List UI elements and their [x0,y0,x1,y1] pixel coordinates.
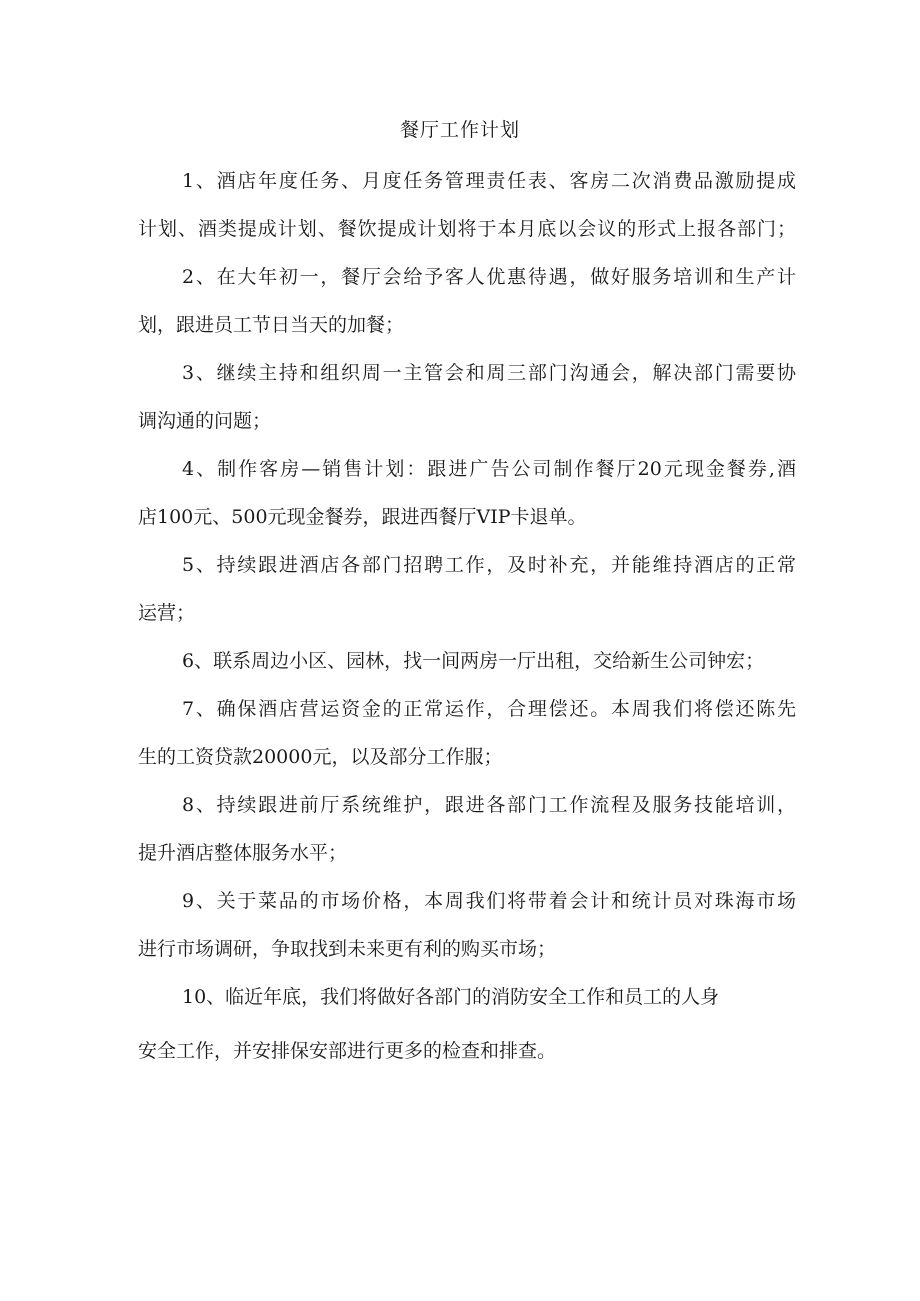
paragraph-line: 8、持续跟进前厅系统维护，跟进各部门工作流程及服务技能培训， [182,794,796,816]
paragraph-line: 5、持续跟进酒店各部门招聘工作，及时补充，并能维持酒店的正常 [182,554,796,576]
paragraph-line: 6、联系周边小区、园林，找一间两房一厅出租，交给新生公司钟宏； [182,650,765,672]
paragraph-line: 生的工资贷款20000元，以及部分工作服； [138,746,503,768]
paragraph-3 [138,349,796,445]
paragraph-2 [138,253,796,349]
paragraph-line: 7、确保酒店营运资金的正常运作，合理偿还。本周我们将偿还陈先 [182,698,796,720]
paragraph-4 [138,445,796,541]
paragraph-line: 运营； [138,602,196,624]
paragraph-line: 1、酒店年度任务、月度任务管理责任表、客房二次消费品激励提成 [182,170,796,192]
paragraph-10 [138,973,796,1075]
paragraph-line: 划，跟进员工节日当天的加餐； [138,314,405,336]
paragraph-line: 店100元、500元现金餐券，跟进西餐厅VIP卡退单。 [138,506,587,528]
paragraph-line: 9、关于菜品的市场价格，本周我们将带着会计和统计员对珠海市场 [182,890,796,912]
paragraph-9 [138,877,796,973]
paragraph-line: 10、临近年底，我们将做好各部门的消防安全工作和员工的人身 [182,986,720,1008]
paragraph-line: 3、继续主持和组织周一主管会和周三部门沟通会，解决部门需要协 [182,362,796,384]
paragraph-5 [138,541,796,637]
paragraph-line: 安全工作，并安排保安部进行更多的检查和排查。 [138,1040,557,1062]
paragraph-line: 进行市场调研，争取找到未来更有利的购买市场； [138,938,557,960]
paragraph-7 [138,685,796,781]
paragraph-1 [138,157,796,253]
paragraph-line: 2、在大年初一，餐厅会给予客人优惠待遇，做好服务培训和生产计 [182,266,796,288]
paragraph-line: 调沟通的问题； [138,410,272,432]
paragraph-line: 计划、酒类提成计划、餐饮提成计划将于本月底以会议的形式上报各部门； [138,218,796,240]
paragraph-line: 4、制作客房—销售计划：跟进广告公司制作餐厅20元现金餐券,酒 [182,458,796,480]
document-title: 餐厅工作计划 [399,119,520,141]
paragraph-8 [138,781,796,877]
paragraph-line: 提升酒店整体服务水平； [138,842,348,864]
paragraph-6 [138,637,796,685]
